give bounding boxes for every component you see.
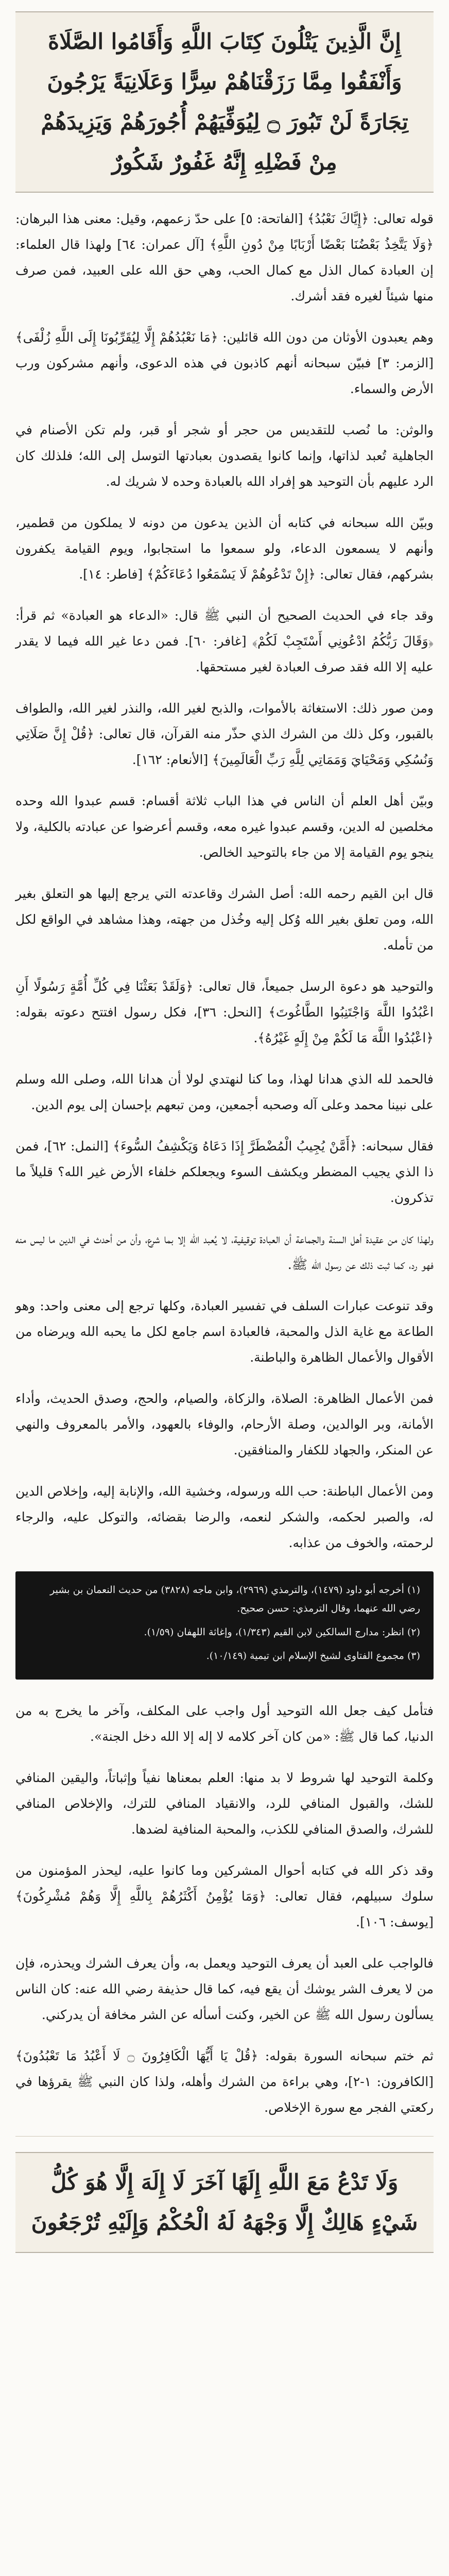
paragraph: وهم يعبدون الأوثان من دون الله قائلين: ﴿مَا نَعْبُدُهُمْ إِلَّا لِيُقَرِّبُونَا إِلَى اللَّهِ زُلْفَى﴾ [الزمر: ٣] فبيّن سبحانه أنهم كاذبون في هذه الدعوى، وأنهم مشركون ورب الأرض والسماء. [15, 330, 434, 396]
continued-text [15, 1698, 434, 2121]
divider [15, 2136, 434, 2137]
opening-ayah-banner [15, 11, 434, 193]
opening-ayah-text: إِنَّ الَّذِينَ يَتْلُونَ كِتَابَ اللَّهِ وَأَقَامُوا الصَّلَاةَ وَأَنْفَقُوا مِمَّا رَزَقْنَاهُمْ سِرًّا وَعَلَانِيَةً يَرْجُونَ تِجَارَةً لَنْ تَبُورَ ۝ لِيُوَفِّيَهُمْ أُجُورَهُمْ وَيَزِيدَهُمْ مِنْ فَضْلِهِ إِنَّهُ غَفُورٌ شَكُورٌ [41, 29, 408, 175]
paragraph: ثم ختم سبحانه السورة بقوله: ﴿قُلْ يَا أَيُّهَا الْكَافِرُونَ ۝ لَا أَعْبُدُ مَا تَعْبُدُونَ﴾ [الكافرون: ١-٢]، وهي براءة من الشرك وأهله، ولذا كان النبي ﷺ يقرؤها في ركعتي الفجر مع سورة الإخلاص. [15, 2048, 434, 2115]
paragraph: فالواجب على العبد أن يعرف التوحيد ويعمل به، وأن يعرف الشرك ويحذره، فإن من لا يعرف الشر يوشك أن يقع فيه، كما قال حذيفة رضي الله عنه: كان الناس يسألون رسول الله ﷺ عن الخير، وكنت أسأله عن الشر مخافة أن يدركني. [15, 1956, 434, 2022]
footnote: (٣) مجموع الفتاوى لشيخ الإسلام ابن تيمية (١٠/١٤٩). [206, 1650, 420, 1662]
paragraph: والتوحيد هو دعوة الرسل جميعاً، قال تعالى: ﴿وَلَقَدْ بَعَثْنَا فِي كُلِّ أُمَّةٍ رَسُولًا أَنِ اعْبُدُوا اللَّهَ وَاجْتَنِبُوا الطَّاغُوتَ﴾ [النحل: ٣٦]، فكل رسول افتتح دعوته بقوله: ﴿اعْبُدُوا اللَّهَ مَا لَكُمْ مِنْ إِلَهٍ غَيْرُهُ﴾. [15, 979, 434, 1045]
paragraph: فالحمد لله الذي هدانا لهذا، وما كنا لنهتدي لولا أن هدانا الله، وصلى الله وسلم على نبينا محمد وعلى آله وصحبه أجمعين، ومن تبعهم بإحسان إلى يوم الدين. [15, 1072, 434, 1112]
paragraph: والوثن: ما نُصب للتقديس من حجر أو شجر أو قبر، ولم تكن الأصنام في الجاهلية تُعبد لذاتها، وإنما كانوا يقصدون بعبادتها التوسل إلى الله؛ فلذلك كان الرد عليهم بأن التوحيد هو إفراد الله بالعبادة وحده لا شريك له. [15, 422, 434, 489]
closing-ayah-text: وَلَا تَدْعُ مَعَ اللَّهِ إِلَهًا آخَرَ لَا إِلَهَ إِلَّا هُوَ كُلُّ شَيْءٍ هَالِكٌ إِلَّا وَجْهَهُ لَهُ الْحُكْمُ وَإِلَيْهِ تُرْجَعُونَ [31, 2170, 418, 2235]
paragraph: فمن الأعمال الظاهرة: الصلاة، والزكاة، والصيام، والحج، وصدق الحديث، وأداء الأمانة، وبر الوالدين، وصلة الأرحام، والوفاء بالعهود، والأمر بالمعروف والنهي عن المنكر، والجهاد للكفار والمنافقين. [15, 1391, 434, 1458]
paragraph: وقد ذكر الله في كتابه أحوال المشركين وما كانوا عليه، ليحذر المؤمنون من سلوك سبيلهم، فقال تعالى: ﴿وَمَا يُؤْمِنُ أَكْثَرُهُمْ بِاللَّهِ إِلَّا وَهُمْ مُشْرِكُونَ﴾ [يوسف: ١٠٦]. [15, 1863, 434, 1929]
paragraph: ومن صور ذلك: الاستغاثة بالأموات، والذبح لغير الله، والنذر لغير الله، والطواف بالقبور، وكل ذلك من الشرك الذي حذّر منه القرآن، قال تعالى: ﴿قُلْ إِنَّ صَلَاتِي وَنُسُكِي وَمَحْيَايَ وَمَمَاتِي لِلَّهِ رَبِّ الْعَالَمِينَ﴾ [الأنعام: ١٦٢]. [15, 701, 434, 767]
paragraph: فتأمل كيف جعل الله التوحيد أول واجب على المكلف، وآخر ما يخرج به من الدنيا، كما قال ﷺ: «من كان آخر كلامه لا إله إلا الله دخل الجنة». [15, 1703, 434, 1744]
paragraph: وبيّن أهل العلم أن الناس في هذا الباب ثلاثة أقسام: قسم عبدوا الله وحده مخلصين له الدين، وقسم عبدوا غيره معه، وقسم أعرضوا عن عبادته بالكلية، ولا ينجو يوم القيامة إلا من جاء بالتوحيد الخالص. [15, 793, 434, 860]
main-text [15, 206, 434, 1556]
paragraph: فقال سبحانه: ﴿أَمَّنْ يُجِيبُ الْمُضْطَرَّ إِذَا دَعَاهُ وَيَكْشِفُ السُّوءَ﴾ [النمل: ٦٢]، فمن ذا الذي يجيب المضطر ويكشف السوء ويجعلكم خلفاء الأرض غير الله؟ قليلاً ما تذكرون. [15, 1139, 434, 1205]
paragraph: وقد تنوعت عبارات السلف في تفسير العبادة، وكلها ترجع إلى معنى واحد: وهو الطاعة مع غاية الذل والمحبة، فالعبادة اسم جامع لكل ما يحبه الله ويرضاه من الأقوال والأعمال الظاهرة والباطنة. [15, 1298, 434, 1365]
closing-ayah-banner [15, 2152, 434, 2253]
footnote: (٢) انظر: مدارج السالكين لابن القيم (١/٣٤٣)، وإغاثة اللهفان (١/٥٩). [144, 1626, 420, 1638]
paragraph: وقد جاء في الحديث الصحيح أن النبي ﷺ قال: «الدعاء هو العبادة» ثم قرأ: ﴿وَقَالَ رَبُّكُمُ ادْعُونِي أَسْتَجِبْ لَكُمْ﴾ [غافر: ٦٠]. فمن دعا غير الله فيما لا يقدر عليه إلا الله فقد صرف العبادة لغير مستحقها. [15, 608, 434, 674]
footnote: (١) أخرجه أبو داود (١٤٧٩)، والترمذي (٢٩٦٩)، وابن ماجه (٣٨٢٨) من حديث النعمان بن بشير رضي الله عنهما، وقال الترمذي: حسن صحيح. [50, 1584, 420, 1614]
paragraph: ولهذا كان من عقيدة أهل السنة والجماعة أن العبادة توقيفية، لا يُعبد الله إلا بما شرع، وأن من أحدث في الدين ما ليس منه فهو رد، كما ثبت ذلك عن رسول الله ﷺ. [15, 1231, 434, 1272]
paragraph: قال ابن القيم رحمه الله: أصل الشرك وقاعدته التي يرجع إليها هو التعلق بغير الله، ومن تعلق بغير الله وُكل إليه وخُذل من جهته، وهذا مشاهد في الواقع لكل من تأمله. [15, 886, 434, 953]
footnotes-box [15, 1571, 434, 1680]
paragraph: قوله تعالى: ﴿إِيَّاكَ نَعْبُدُ﴾ [الفاتحة: ٥] على حدّ زعمهم، وقيل: معنى هذا البرهان: ﴿وَلَا يَتَّخِذُ بَعْضُنَا بَعْضًا أَرْبَابًا مِنْ دُونِ اللَّهِ﴾ [آل عمران: ٦٤] ولهذا قال العلماء: إن العبادة كمال الذل مع كمال الحب، وهي حق الله على العبيد، فمن صرف منها شيئاً لغيره فقد أشرك. [15, 211, 434, 303]
paragraph: وبيّن الله سبحانه في كتابه أن الذين يدعون من دونه لا يملكون من قطمير، وأنهم لا يسمعون الدعاء، ولو سمعوا ما استجابوا، ويوم القيامة يكفرون بشركهم، فقال تعالى: ﴿إِنْ تَدْعُوهُمْ لَا يَسْمَعُوا دُعَاءَكُمْ﴾ [فاطر: ١٤]. [15, 515, 434, 582]
paragraph: ومن الأعمال الباطنة: حب الله ورسوله، وخشية الله، والإنابة إليه، وإخلاص الدين له، والصبر لحكمه، والشكر لنعمه، والرضا بقضائه، والتوكل عليه، والرجاء لرحمته، والخوف من عذابه. [15, 1484, 434, 1550]
paragraph: وكلمة التوحيد لها شروط لا بد منها: العلم بمعناها نفياً وإثباتاً، واليقين المنافي للشك، والقبول المنافي للرد، والانقياد المنافي للترك، والإخلاص المنافي للشرك، والصدق المنافي للكذب، والمحبة المنافية لضدها. [15, 1770, 434, 1837]
